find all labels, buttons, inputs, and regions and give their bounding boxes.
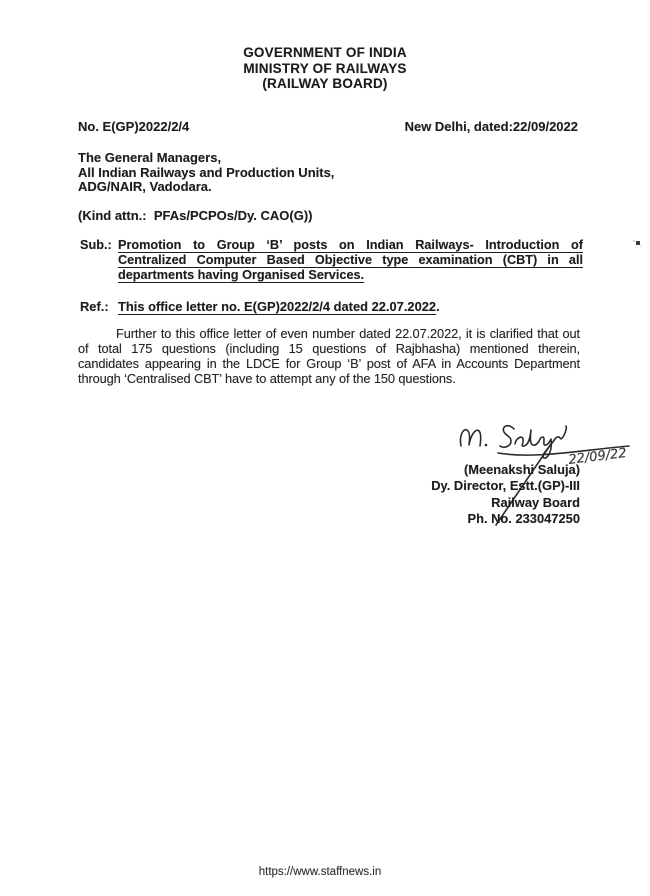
signatory-name: (Meenakshi Saluja) — [463, 462, 580, 477]
place-and-date: New Delhi, dated:22/09/2022 — [404, 119, 578, 134]
letterhead-line-board: (RAILWAY BOARD) — [262, 76, 388, 91]
letterhead-line-ministry: MINISTRY OF RAILWAYS — [243, 60, 407, 76]
signatory-phone: Ph. No. 233047250 — [467, 511, 580, 527]
signature-s-stroke — [500, 426, 514, 447]
file-number: No. E(GP)2022/2/4 — [78, 119, 190, 134]
body-paragraph: Further to this office letter of even number dated 22.07.2022, it is clarified that out of total 175 questions (including 15 questions of Rajbhasha) mentioned therein, candidates appearing in the LDCE for Group ‘B’ post of AFA in Accounts Department through ‘Centralised CBT’ have to attempt any of the 150 questions. — [78, 326, 580, 386]
signatory-designation: Dy. Director, Estt.(GP)-III — [431, 478, 580, 494]
kind-attention-line: (Kind attn.: PFAs/PCPOs/Dy. CAO(G)) — [78, 208, 313, 223]
signatory-organization: Railway Board — [491, 494, 580, 510]
signature-initial-stroke — [460, 430, 480, 446]
letterhead — [0, 45, 650, 92]
addressee-block — [78, 151, 334, 195]
letterhead-line-government: GOVERNMENT OF INDIA — [243, 45, 407, 60]
subject-line: Centralized Computer Based Objective type examination (CBT) in all — [118, 253, 583, 268]
subject-line: Promotion to Group ‘B’ posts on Indian Railways- Introduction of — [118, 238, 583, 252]
subject-label: Sub.: — [80, 238, 112, 252]
reference-label: Ref.: — [80, 299, 109, 314]
subject-text — [118, 238, 583, 284]
signature-block — [431, 462, 580, 528]
addressee-line: ADG/NAIR, Vadodara. — [78, 179, 212, 195]
file-number-date-row — [78, 119, 578, 134]
scan-artifact-dot — [636, 241, 640, 245]
handwritten-date: 22/09/22 — [567, 445, 628, 468]
addressee-line: All Indian Railways and Production Units, — [78, 164, 335, 180]
subject-section — [80, 238, 583, 284]
addressee-line: The General Managers, — [78, 150, 222, 165]
reference-section — [80, 299, 440, 314]
subject-line: departments having Organised Services. — [118, 268, 365, 283]
signature-dot — [485, 444, 488, 447]
footer-url: https://www.staffnews.in — [258, 866, 382, 878]
reference-text: This office letter no. E(GP)2022/2/4 dated 22.07.2022. — [118, 299, 440, 314]
